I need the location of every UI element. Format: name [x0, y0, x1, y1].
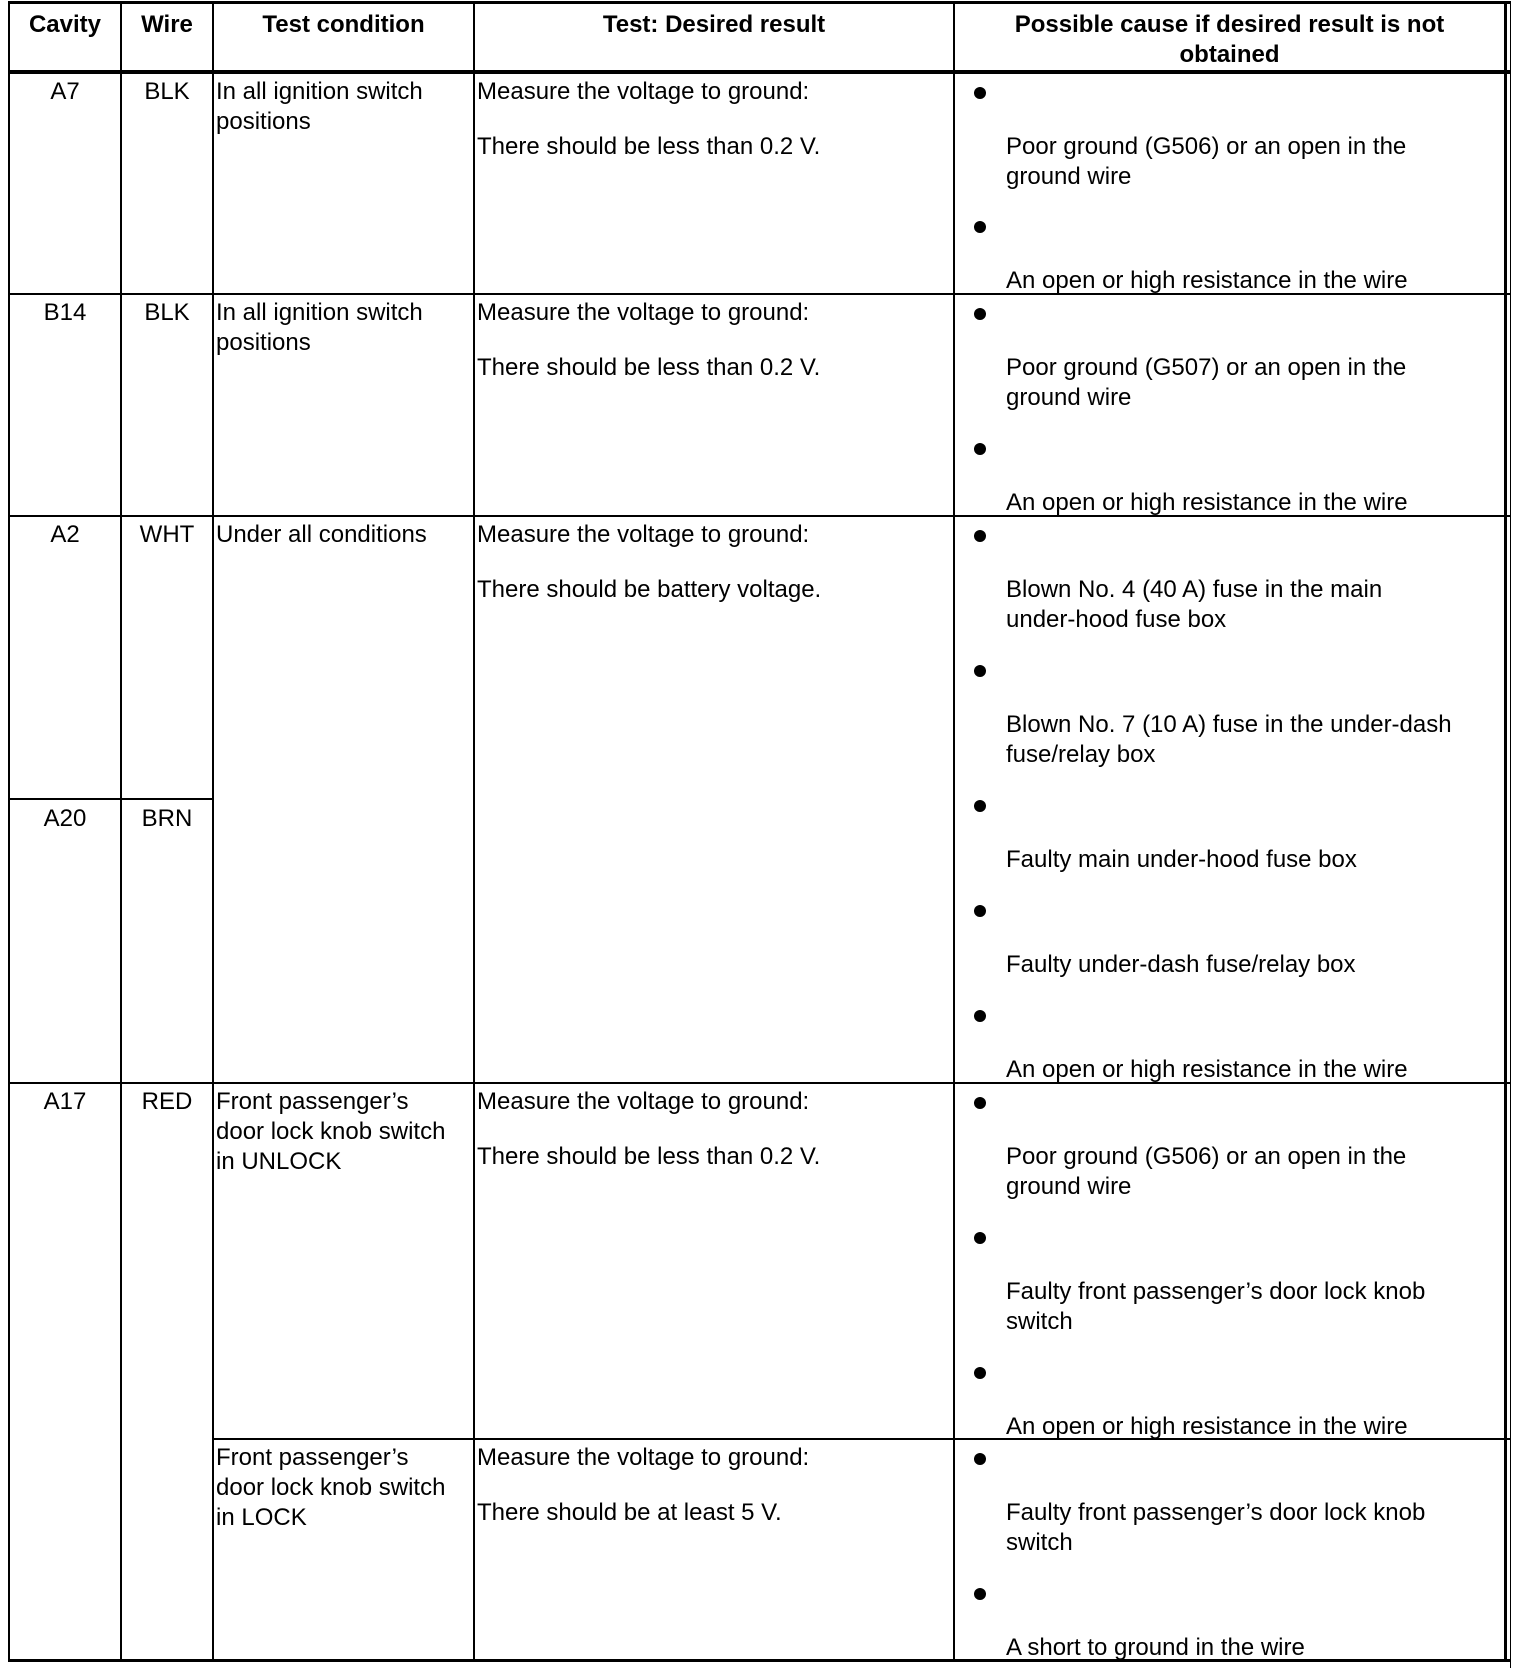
cause-text: Blown No. 4 (40 A) fuse in the main	[1006, 576, 1383, 603]
column-divider	[212, 1, 214, 1662]
cause-text: under-hood fuse box	[1006, 606, 1227, 633]
bullet-icon	[974, 905, 986, 917]
condition-text: door lock knob switch	[216, 1118, 446, 1145]
table-border-right	[1504, 1, 1507, 1662]
cause-text: An open or high resistance in the wire	[1006, 489, 1408, 516]
wire-cell: WHT	[139, 521, 195, 548]
bullet-icon	[974, 530, 986, 542]
table-border-top	[8, 1, 1510, 4]
cause-text: Faulty front passenger’s door lock knob	[1006, 1278, 1426, 1305]
bullet-icon	[974, 1010, 986, 1022]
result-text: Measure the voltage to ground:	[477, 299, 810, 326]
bullet-icon	[974, 800, 986, 812]
result-text: There should be less than 0.2 V.	[477, 133, 821, 160]
bullet-icon	[974, 1367, 986, 1379]
bullet-icon	[974, 221, 986, 233]
cause-text: switch	[1006, 1529, 1073, 1556]
column-divider	[473, 1, 475, 1662]
condition-text: positions	[216, 108, 311, 135]
result-text: There should be less than 0.2 V.	[477, 354, 821, 381]
bullet-icon	[974, 665, 986, 677]
result-text: Measure the voltage to ground:	[477, 1444, 810, 1471]
wire-cell: BLK	[144, 78, 190, 105]
bullet-icon	[974, 1097, 986, 1109]
header-wire: Wire	[141, 11, 193, 38]
wire-cell: RED	[141, 1088, 193, 1115]
cause-text: ground wire	[1006, 163, 1132, 190]
bullet-icon	[974, 87, 986, 99]
wire-cell: BLK	[144, 299, 190, 326]
cause-text: fuse/relay box	[1006, 741, 1156, 768]
header-desired-result: Test: Desired result	[602, 11, 826, 38]
cavity-cell: A2	[50, 521, 80, 548]
bullet-icon	[974, 1232, 986, 1244]
row-divider	[8, 798, 212, 800]
condition-text: door lock knob switch	[216, 1474, 446, 1501]
bullet-icon	[974, 1588, 986, 1600]
cause-text: switch	[1006, 1308, 1073, 1335]
cause-text: Faulty under-dash fuse/relay box	[1006, 951, 1356, 978]
condition-text: Under all conditions	[216, 521, 427, 548]
cause-text: Poor ground (G506) or an open in the	[1006, 133, 1407, 160]
cause-text: Poor ground (G507) or an open in the	[1006, 354, 1407, 381]
header-divider	[8, 70, 1510, 74]
result-text: There should be battery voltage.	[477, 576, 822, 603]
cause-text: An open or high resistance in the wire	[1006, 1413, 1408, 1440]
result-text: Measure the voltage to ground:	[477, 78, 810, 105]
condition-text: in LOCK	[216, 1504, 307, 1531]
condition-text: In all ignition switch	[216, 299, 423, 326]
header-possible-cause: Possible cause if desired result is not	[1014, 11, 1445, 38]
cause-text: An open or high resistance in the wire	[1006, 1056, 1408, 1083]
condition-text: in UNLOCK	[216, 1148, 342, 1175]
result-text: There should be less than 0.2 V.	[477, 1143, 821, 1170]
cavity-cell: B14	[43, 299, 87, 326]
result-text: There should be at least 5 V.	[477, 1499, 782, 1526]
cavity-cell: A17	[43, 1088, 87, 1115]
cause-text: A short to ground in the wire	[1006, 1634, 1305, 1661]
cavity-cell: A7	[50, 78, 80, 105]
result-text: Measure the voltage to ground:	[477, 1088, 810, 1115]
cavity-cell: A20	[43, 805, 87, 832]
header-possible-cause: obtained	[1179, 41, 1280, 68]
condition-text: Front passenger’s	[216, 1444, 409, 1471]
cause-text: Faulty front passenger’s door lock knob	[1006, 1499, 1426, 1526]
wire-cell: BRN	[141, 805, 193, 832]
header-test-condition: Test condition	[262, 11, 425, 38]
bullet-icon	[974, 308, 986, 320]
cause-text: Blown No. 7 (10 A) fuse in the under-dash	[1006, 711, 1452, 738]
bullet-icon	[974, 1453, 986, 1465]
cause-text: ground wire	[1006, 384, 1132, 411]
condition-text: In all ignition switch	[216, 78, 423, 105]
cause-text: Faulty main under-hood fuse box	[1006, 846, 1357, 873]
bullet-icon	[974, 443, 986, 455]
result-text: Measure the voltage to ground:	[477, 521, 810, 548]
column-divider	[953, 1, 955, 1662]
condition-text: positions	[216, 329, 311, 356]
table-border-right-outer	[1510, 1, 1511, 1668]
header-cavity: Cavity	[28, 11, 102, 38]
cause-text: ground wire	[1006, 1173, 1132, 1200]
cause-text: An open or high resistance in the wire	[1006, 267, 1408, 294]
condition-text: Front passenger’s	[216, 1088, 409, 1115]
cause-text: Poor ground (G506) or an open in the	[1006, 1143, 1407, 1170]
